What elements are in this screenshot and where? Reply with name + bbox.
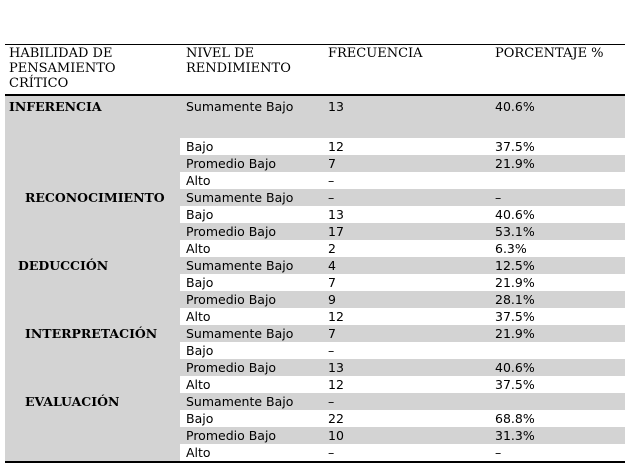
cell-frecuencia: –: [328, 394, 335, 409]
cell-frecuencia: 9: [328, 292, 336, 307]
cell-frecuencia: 12: [328, 139, 344, 154]
cell-frecuencia: 10: [328, 428, 344, 443]
cell-frecuencia: –: [328, 343, 335, 358]
cell-nivel: Sumamente Bajo: [186, 326, 294, 341]
cell-frecuencia: 13: [328, 360, 344, 375]
cell-frecuencia: –: [328, 190, 335, 205]
cell-nivel: Alto: [186, 377, 211, 392]
cell-nivel: Bajo: [186, 139, 214, 154]
cell-nivel: Sumamente Bajo: [186, 394, 294, 409]
cell-nivel: Bajo: [186, 411, 214, 426]
cell-porcentaje: 12.5%: [495, 258, 535, 273]
skill-interpretacion: INTERPRETACIÓN: [25, 326, 158, 341]
skill-deduccion: DEDUCCIÓN: [18, 258, 109, 273]
skill-inferencia: INFERENCIA: [9, 99, 102, 114]
cell-porcentaje: 21.9%: [495, 156, 535, 171]
cell-nivel: Promedio Bajo: [186, 292, 277, 307]
cell-nivel: Promedio Bajo: [186, 360, 277, 375]
cell-porcentaje: –: [495, 445, 502, 460]
cell-nivel: Sumamente Bajo: [186, 190, 294, 205]
cell-porcentaje: 40.6%: [495, 207, 535, 222]
cell-frecuencia: 13: [328, 99, 344, 114]
cell-nivel: Alto: [186, 173, 211, 188]
cell-frecuencia: 7: [328, 275, 336, 290]
header-habilidad: HABILIDAD DE PENSAMIENTO CRÍTICO: [9, 46, 116, 91]
cell-frecuencia: 7: [328, 156, 336, 171]
cell-nivel: Alto: [186, 241, 211, 256]
cell-frecuencia: –: [328, 445, 335, 460]
cell-porcentaje: 37.5%: [495, 377, 535, 392]
cell-nivel: Alto: [186, 445, 211, 460]
cell-nivel: Bajo: [186, 275, 214, 290]
skill-reconocimiento: RECONOCIMIENTO: [25, 190, 165, 205]
cell-frecuencia: 13: [328, 207, 344, 222]
cell-porcentaje: 6.3%: [495, 241, 527, 256]
header-porcentaje: PORCENTAJE %: [495, 46, 604, 61]
cell-nivel: Bajo: [186, 207, 214, 222]
cell-porcentaje: 28.1%: [495, 292, 535, 307]
cell-porcentaje: 40.6%: [495, 99, 535, 114]
top-rule: [5, 44, 625, 45]
cell-nivel: Sumamente Bajo: [186, 258, 294, 273]
cell-porcentaje: 37.5%: [495, 309, 535, 324]
cell-frecuencia: 2: [328, 241, 336, 256]
cell-porcentaje: –: [495, 190, 502, 205]
cell-nivel: Sumamente Bajo: [186, 99, 294, 114]
cell-porcentaje: 37.5%: [495, 139, 535, 154]
cell-frecuencia: –: [328, 173, 335, 188]
cell-porcentaje: 68.8%: [495, 411, 535, 426]
cell-porcentaje: 40.6%: [495, 360, 535, 375]
bottom-rule: [5, 461, 625, 463]
header-nivel: NIVEL DE RENDIMIENTO: [186, 46, 291, 76]
cell-porcentaje: 21.9%: [495, 326, 535, 341]
cell-frecuencia: 12: [328, 309, 344, 324]
shade-skill-column: [5, 138, 180, 461]
cell-nivel: Bajo: [186, 343, 214, 358]
cell-porcentaje: 21.9%: [495, 275, 535, 290]
cell-nivel: Promedio Bajo: [186, 428, 277, 443]
cell-porcentaje: 31.3%: [495, 428, 535, 443]
cell-frecuencia: 17: [328, 224, 344, 239]
cell-porcentaje: 53.1%: [495, 224, 535, 239]
cell-frecuencia: 4: [328, 258, 336, 273]
cell-frecuencia: 7: [328, 326, 336, 341]
cell-frecuencia: 22: [328, 411, 344, 426]
cell-nivel: Alto: [186, 309, 211, 324]
cell-nivel: Promedio Bajo: [186, 224, 277, 239]
cell-frecuencia: 12: [328, 377, 344, 392]
skill-evaluacion: EVALUACIÓN: [25, 394, 120, 409]
header-frecuencia: FRECUENCIA: [328, 46, 423, 61]
cell-nivel: Promedio Bajo: [186, 156, 277, 171]
